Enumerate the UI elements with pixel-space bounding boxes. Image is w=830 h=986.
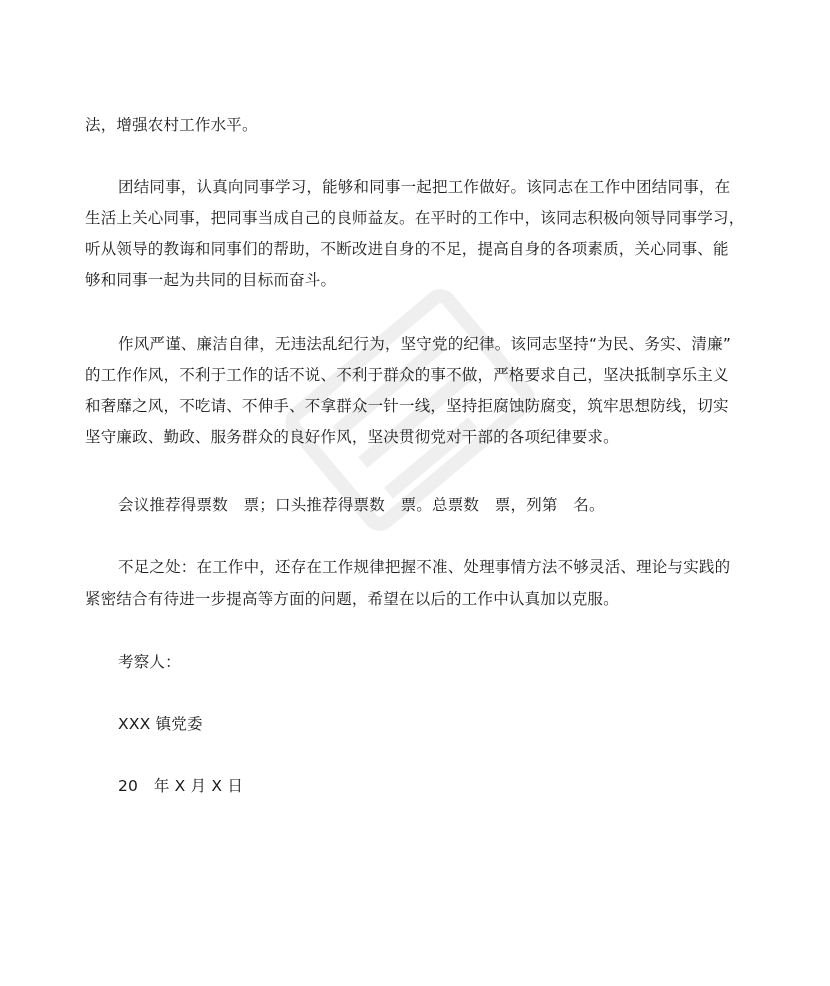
paragraph-3-line-1: 作风严谨、廉洁自律，无违法乱纪行为，坚守党的纪律。该同志坚持“为民、务实、清廉” — [118, 335, 732, 353]
vote-count-line: 会议推荐得票数 票；口头推荐得票数 票。总票数 票，列第 名。 — [118, 496, 605, 514]
paragraph-5-line-2: 紧密结合有待进一步提高等方面的问题，希望在以后的工作中认真加以克服。 — [85, 590, 619, 608]
paragraph-3-line-3: 和奢靡之风，不吃请、不伸手、不拿群众一针一线，坚持拒腐蚀防腐变，筑牢思想防线，切实 — [85, 397, 729, 415]
paragraph-1-line-1: 法，增强农村工作水平。 — [85, 116, 258, 134]
paragraph-2-line-3: 听从领导的教诲和同事们的帮助，不断改进自身的不足，提高自身的各项素质，关心同事、能 — [85, 240, 729, 258]
paragraph-2-line-2: 生活上关心同事，把同事当成自己的良师益友。在平时的工作中，该同志积极向领导同事学习， — [85, 209, 745, 227]
paragraph-3-line-2: 的工作作风，不利于工作的话不说、不利于群众的事不做，严格要求自己，坚决抵制享乐主义 — [85, 366, 729, 384]
paragraph-2-line-1: 团结同事，认真向同事学习，能够和同事一起把工作做好。该同志在工作中团结同事，在 — [118, 178, 731, 196]
paragraph-2-line-4: 够和同事一起为共同的目标而奋斗。 — [85, 271, 337, 289]
paragraph-5-line-1: 不足之处：在工作中，还存在工作规律把握不准、处理事情方法不够灵活、理论与实践的 — [118, 558, 731, 576]
inspector-label: 考察人： — [118, 653, 181, 671]
paragraph-3-line-4: 坚守廉政、勤政、服务群众的良好作风，坚决贯彻党对干部的各项纪律要求。 — [85, 428, 619, 446]
document-date: 20 年 X 月 X 日 — [118, 777, 244, 795]
organization-name: XXX 镇党委 — [118, 715, 203, 733]
